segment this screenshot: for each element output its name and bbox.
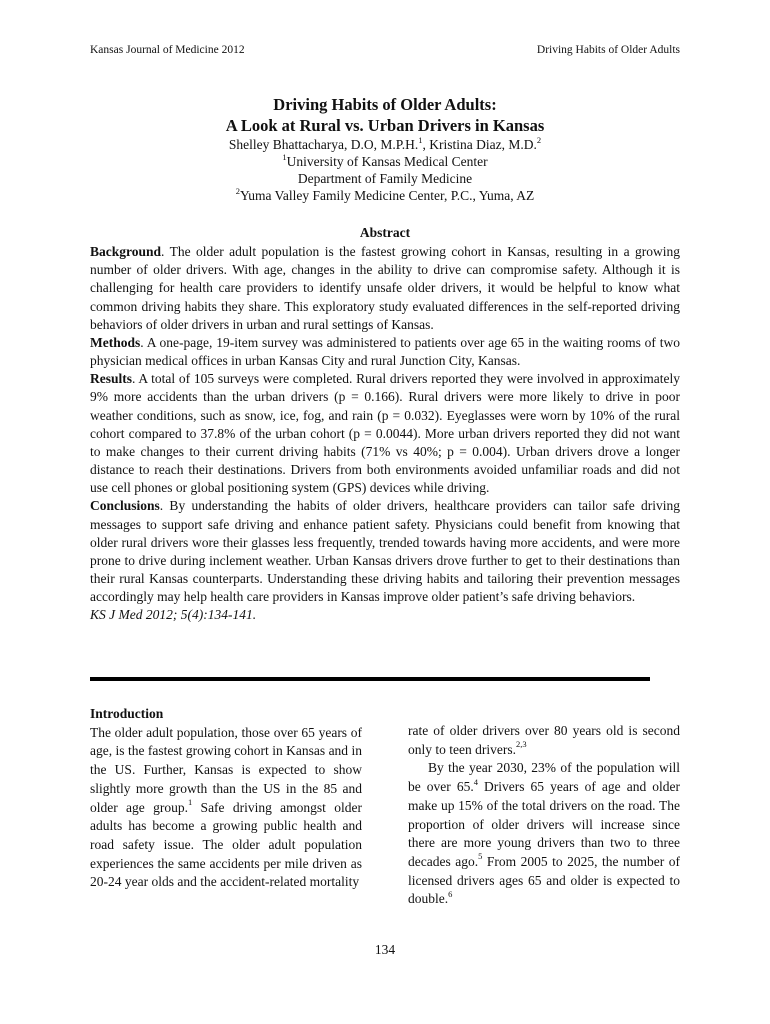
author-2: Kristina Diaz, M.D. [429,137,537,152]
intro-ref-4: 4 [473,776,478,787]
abstract [90,224,680,624]
intro-text-2c: From 2005 to 2025, the number of licensed drivers ages 65 and older is expected to double. [408,853,681,907]
article-title [90,94,680,136]
intro-text-1c: rate of older drivers over 80 years old is second only to teen drivers. [408,723,680,757]
abstract-results [90,370,680,497]
author-line [90,136,680,153]
page-number: 134 [374,942,396,957]
abstract-background [90,243,680,334]
results-label: Results [90,371,133,387]
running-title: Driving Habits of Older Adults [536,44,680,56]
section-divider [90,677,650,681]
abstract-heading: Abstract [359,225,411,240]
intro-ref-1: 1 [187,797,193,808]
affiliation-1-department: Department of Family Medicine [297,171,473,186]
running-head [90,44,680,56]
journal-name: Kansas Journal of Medicine 2012 [90,44,245,56]
left-column [90,705,362,892]
title-line-1: Driving Habits of Older Adults: [273,95,497,114]
intro-paragraph-1-part-1 [90,724,362,892]
methods-text: . A one-page, 19-item survey was administered to patients over age 65 in the waiting rooms of two physician medical offices in urban Kansas City and rural Junction City, Kansas. [90,334,680,369]
methods-label: Methods [90,334,141,350]
abstract-conclusions [90,497,680,606]
right-column [408,722,680,909]
introduction-heading: Introduction [90,706,164,721]
intro-paragraph-1-part-2 [408,722,680,759]
affiliation-1 [90,153,680,170]
background-label: Background [90,244,162,260]
conclusions-text: . By understanding the habits of older drivers, healthcare providers can tailor safe driving messages to support safe driving and enhance patient safety. Physicians could benefit from knowing that older rural drivers wore their glasses less frequently, trended towards having more accidents, and were more prone to drive during inclement weather. Urban Kansas drivers drove further to get to their destinations than their rural Kansas counterparts. Understanding these driving habits and tailoring their prevention messages accordingly may help health care providers in Kansas improve older patient’s safe driving behaviors. [90,498,680,605]
affiliation-1-name: University of Kansas Medical Center [286,154,488,169]
affiliation-2 [90,187,680,204]
abstract-methods [90,334,680,370]
author-separator: , [422,137,430,152]
intro-ref-2-3: 2,3 [515,739,527,750]
affiliation-2-mark: 2 [235,185,241,196]
intro-ref-6: 6 [448,888,453,899]
conclusions-label: Conclusions [90,498,160,514]
affiliation-2-name: Yuma Valley Family Medicine Center, P.C., Yuma, AZ [240,188,535,203]
author-1: Shelley Bhattacharya, D.O, M.P.H. [228,137,419,152]
intro-text-1b: Safe driving amongst older adults has become a growing public health and road safety issue. The older adult population experiences the same accidents per mile driven as 20-24 year olds and the accident-related mortality [90,799,362,890]
intro-text-2b: Drivers 65 years of age and older make up 15% of the total drivers on the road. The proportion of older drivers will increase since there are more young drivers than two to three decades ago. [408,779,681,869]
affiliation-1-mark: 1 [282,151,287,162]
author-1-affil: 1 [418,134,423,145]
author-2-affil: 2 [536,134,542,145]
citation: KS J Med 2012; 5(4):134-141. [90,607,257,623]
intro-ref-5: 5 [478,851,483,862]
results-text: . A total of 105 surveys were completed. Rural drivers reported they were involved in approximately 9% more accidents than the urban drivers (p = 0.166). Rural drivers were more likely to drive in poor weather conditions, such as snow, ice, fog, and rain (p = 0.032). Eyeglasses were worn by 10% of the rural cohort compared to 37.8% of the urban cohort (p = 0.0044). More urban drivers reported they did not want to make changes to their current driving habits (71% vs 40%; p = 0.004). Urban drivers drove a longer distance to reach their destinations. Drivers from both environments avoided unfamiliar roads and did not use cell phones or global positioning system (GPS) devices while driving. [90,371,680,496]
title-line-2: A Look at Rural vs. Urban Drivers in Kansas [225,116,545,135]
intro-paragraph-2 [408,759,680,909]
background-text: . The older adult population is the fastest growing cohort in Kansas, resulting in a growing number of older drivers. With age, changes in the ability to drive can compromise safety. Although it is challenging for health care providers to identify unsafe older drivers, it would be helpful to know what common driving habits they share. This exploratory study evaluated differences in the self-reported driving behaviors of older drivers in urban and rural settings of Kansas. [90,244,680,332]
intro-text-2a: By the year 2030, 23% of the population will be over 65. [408,760,680,795]
title-block [90,94,680,204]
intro-text-1a: The older adult population, those over 65 years of age, is the fastest growing cohort in Kansas and in the US. Further, Kansas is expected to show slightly more growth than the US in the 85 and older age group. [90,724,362,815]
